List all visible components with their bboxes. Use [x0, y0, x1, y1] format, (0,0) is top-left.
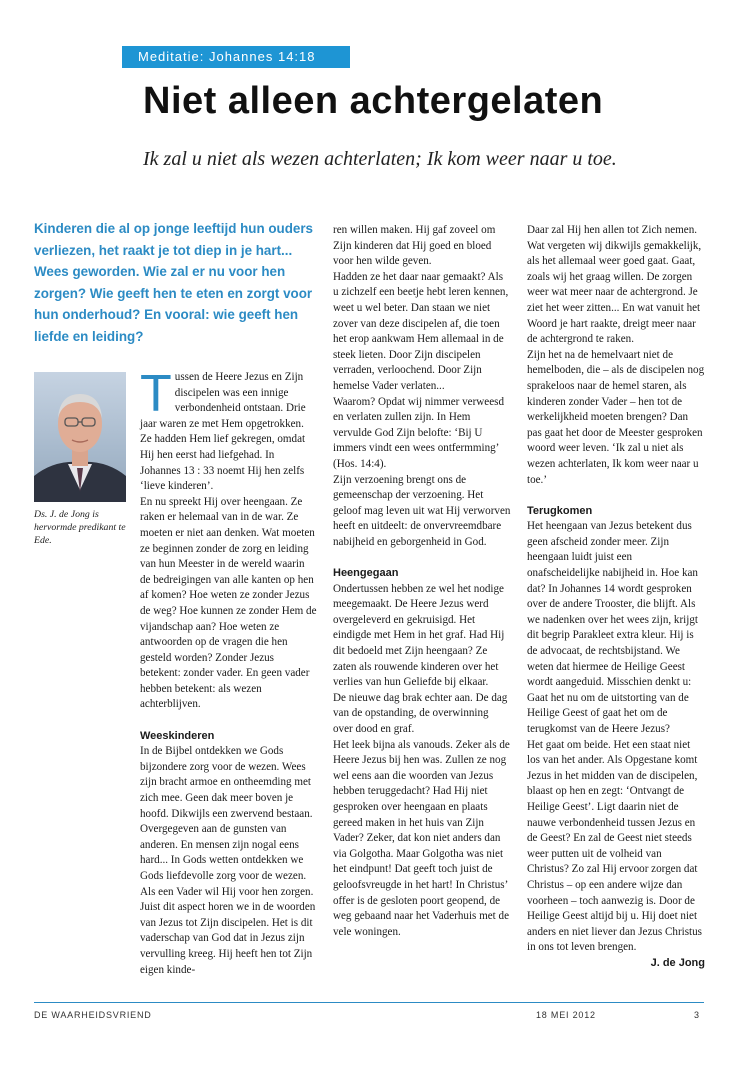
paragraph: In de Bijbel ontdekken we Gods bijzondere zorg voor de wezen. Wees zijn bracht armoe en ontheemding met zich mee. Geen dak meer boven je hoofd. Dikwijls een zwervend bestaan. Overgegeven aan de gunsten van anderen. En mensen zijn nogal eens hard... In Gods wetten ontdekken we Gods liefdevolle zorg voor de wezen. Als een Vader wil Hij voor hen zorgen. Juist dit aspect horen we in de woorden van Jezus tot Zijn discipelen. Het is dit vaderschap van God dat in Jezus zijn vervulling kreeg. Hij heeft hen tot Zijn eigen kinde- [140, 745, 316, 976]
paragraph: Het heengaan van Jezus betekent dus geen afscheid zonder meer. Zijn heengaan luidt juist een onafscheidelijke nabijheid in. Hoe kan dat? In Johannes 14 wordt gesproken over de andere Trooster, die blijft. Als we nadenken over het wees zijn, krijgt dit begrip Parakleet extra kleur. Hij is de advocaat, de rechtsbijstand. We weten dat hiermee de Heilige Geest wordt aangeduid. Misschien denkt u: Gaat het nu om de uitstorting van de Heilige Geest of gaat het om de terugkomst van de Heere Jezus? [527, 520, 698, 735]
section-tag: Meditatie: Johannes 14:18 [122, 46, 350, 68]
paragraph: De nieuwe dag brak echter aan. De dag van de opstanding, de overwinning over dood en graf. [333, 691, 508, 735]
article-title: Niet alleen achtergelaten [143, 80, 604, 122]
paragraph: Hadden ze het daar naar gemaakt? Als u zichzelf een beetje hebt leren kennen, weet u wel beter. Dan staan we niet zover van deze discipelen af, die toen het erop aankwam Hem allemaal in de steek lieten. Door Zijn discipelen verraden, verloochend. Door Zijn hemelse Vader verlaten... [333, 270, 509, 392]
article-subtitle: Ik zal u niet als wezen achterlaten; Ik kom weer naar u toe. [143, 148, 617, 170]
paragraph: Ondertussen hebben ze wel het nodige meegemaakt. De Heere Jezus werd overgeleverd en gekruisigd. Het eindigde met Hem in het graf. Had Hij dit bedoeld met Zijn heengaan? Ze zaten als rouwende kinderen over het verlies van hun Geliefde bij elkaar. [333, 582, 505, 689]
page-number: 3 [694, 1010, 700, 1020]
drop-cap: T [140, 365, 172, 423]
paragraph: Daar zal Hij hen allen tot Zich nemen. Wat vergeten wij dikwijls gemakkelijk, als het allemaal weer goed gaat. Gaat, zoals wij het graag willen. De zorgen weer wat meer naar de achtergrond. Je ziet het weer zitten... En wat vanuit het Woord je hart raakte, dreigt meer naar de achtergrond te raken. [527, 224, 702, 346]
footer-date: 18 MEI 2012 [536, 1010, 596, 1020]
paragraph: Zijn verzoening brengt ons de gemeenschap der verzoening. Het geloof mag leven uit wat Hij verworven heeft en uitdeelt: de onvervreemdbare nabijheid en geborgenheid in God. [333, 473, 511, 548]
footer-rule [34, 1002, 704, 1003]
paragraph [140, 365, 317, 495]
paragraph: ren willen maken. Hij gaf zoveel om Zijn kinderen dat Hij goed en bloed voor hen wilde geven. [333, 224, 496, 268]
author-signature: J. de Jong [650, 956, 705, 969]
photo-caption: Ds. J. de Jong is hervormde predikant te Ede. [34, 509, 126, 546]
paragraph: Waarom? Opdat wij nimmer verweesd en verlaten zullen zijn. In Hem vervulde God Zijn belofte: ‘Bij U immers vindt een wees ontfermming’ (Hos. 14:4). [333, 395, 504, 470]
author-photo [34, 372, 126, 502]
paragraph: Het leek bijna als vanouds. Zeker als de Heere Jezus bij hen was. Zullen ze nog wel eens aan die woorden van Jezus hebben teruggedacht? Had Hij niet gesproken over heengaan en plaats gereed maken in het huis van Zijn Vader? Zeker, dat kon niet anders dan via Golgotha. Maar Golgotha was niet het eindpunt! Dat geeft toch juist de geloofsvreugde in het hart! In Christus’ offer is de gesloten poort geopend, de weg gebaand naar het Vaderhuis met de vele woningen. [333, 738, 510, 938]
section-heading: Terugkomen [527, 504, 593, 517]
paragraph: Zijn het na de hemelvaart niet de hemelboden, die – als de discipelen nog sprakeloos naar de hemel staren, als kinderen zonder Vader – hen tot de werkelijkheid moeten brengen? Dan pas gaat het door de Meester gesproken woord weer leven. ‘Ik zal u niet als wezen achterlaten, Ik kom weer naar u toe.’ [527, 348, 705, 486]
article-column-3 [527, 223, 705, 972]
footer-publication: DE WAARHEIDSVRIEND [34, 1010, 152, 1020]
paragraph: Het gaat om beide. Het een staat niet los van het ander. Als Opgestane komt Jezus in het midden van de discipelen, blaast op hen en zegt: ‘Ontvangt de Heilige Geest’. Ligt daarin niet de nauwe verbondenheid tussen Jezus en de Geest? En zal de Geest niet steeds weer putten uit de volheid van Christus? Zo zal Hij ervoor zorgen dat Christus – op een andere wijze dan voorheen – toch aanwezig is. Door de Heilige Geest altijd bij u. Hij doet niet anders en niet liever dan Jezus Christus in ons tot leven brengen. [527, 738, 702, 954]
author-portrait-illustration [34, 372, 126, 502]
paragraph: En nu spreekt Hij over heengaan. Ze raken er helemaal van in de war. Ze moeten er niet aan denken. Wat moeten ze beginnen zonder de zorg en leiding van hun Meester in de wereld waarin de bedreigingen van alle kanten op hen af komen? Hoe weten ze zonder Jezus de weg? Hoe kunnen ze zonder Hem de vijandschap aan? Hoe weten ze antwoorden op de vragen die hen gesteld worden? Zonder Jezus betekent: zonder vader. En geen vader hebben betekent: als wezen achterblijven. [140, 495, 317, 711]
article-column-1 [140, 365, 317, 978]
paragraph-text: ussen de Heere Jezus en Zijn discipelen was een innige verbondenheid ontstaan. Drie jaar waren ze met Hem opgetrokken. Ze hadden Hem lief gekregen, omdat Hij hen eerst had liefgehad. In Johannes 13 : 33 noemt Hij hen zelfs ‘lieve kinderen’. [140, 371, 306, 493]
intro-lead: Kinderen die al op jonge leeftijd hun ouders verliezen, het raakt je tot diep in je hart... Wees geworden. Wie zal er nu voor hen zorgen? Wie geeft hen te eten en zorgt voor hun onderhoud? En vooral: wie geeft hen liefde en leiding? [34, 221, 313, 344]
section-heading: Weeskinderen [140, 729, 215, 742]
article-column-2 [333, 223, 511, 940]
section-heading: Heengegaan [333, 567, 399, 580]
